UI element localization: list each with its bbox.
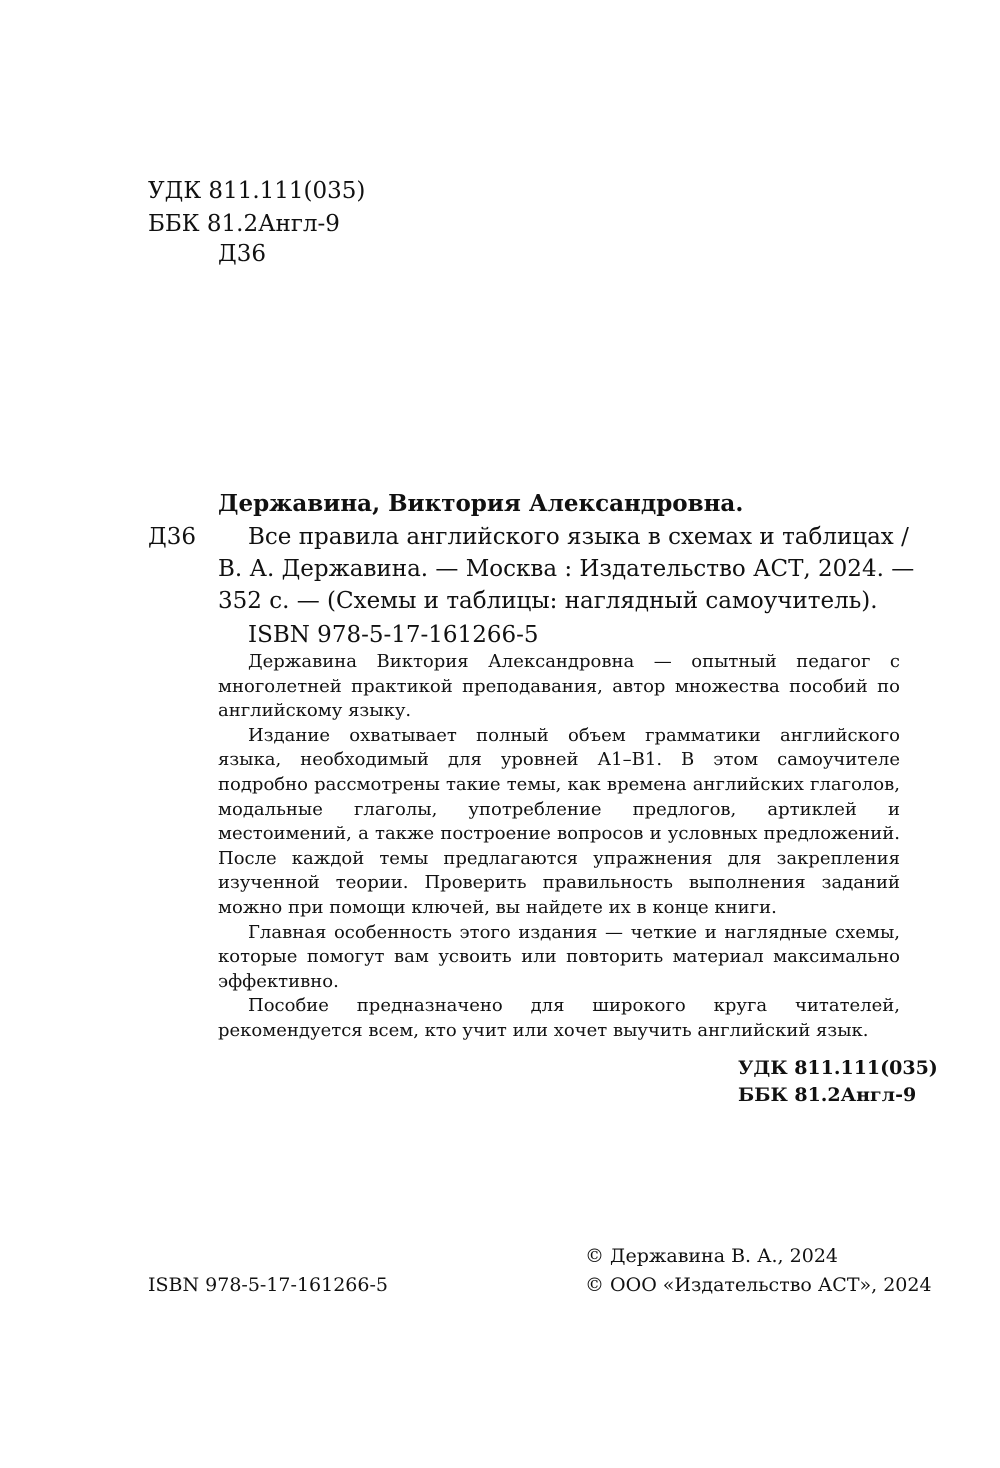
copyright-author: © Державина В. А., 2024: [585, 1245, 838, 1267]
bbk-code-top: ББК 81.2Англ-9: [148, 211, 340, 237]
annotation-paragraph: Главная особенность этого издания — четкие и наглядные схемы, которые помогут вам усвоить или повторить материал максимально эффективно.: [218, 921, 900, 992]
annotation-paragraph: Державина Виктория Александровна — опытный педагог с многолетней практикой преподавания, автор множества пособий по английскому языку.: [218, 651, 900, 722]
bibliographic-line: Все правила английского языка в схемах и таблицах /: [248, 524, 909, 550]
bibliographic-line: 352 с. — (Схемы и таблицы: наглядный самоучитель).: [218, 588, 878, 614]
udk-code-top: УДК 811.111(035): [148, 178, 366, 204]
copyright-publisher: © ООО «Издательство АСТ», 2024: [585, 1274, 932, 1296]
bibliographic-line: В. А. Державина. — Москва : Издательство АСТ, 2024. —: [218, 556, 915, 582]
author-mark-top: Д36: [218, 241, 266, 267]
annotation-paragraph: Пособие предназначено для широкого круга читателей, рекомендуется всем, кто учит или хочет выучить английский язык.: [218, 995, 900, 1041]
annotation: [218, 650, 900, 1044]
isbn-footer: ISBN 978-5-17-161266-5: [148, 1274, 388, 1296]
author-mark-left: Д36: [148, 524, 196, 550]
author-heading: Державина, Виктория Александровна.: [218, 490, 744, 517]
udk-code-bottom: УДК 811.111(035): [738, 1057, 938, 1079]
bbk-code-bottom: ББК 81.2Англ-9: [738, 1084, 917, 1106]
annotation-paragraph: Издание охватывает полный объем грамматики английского языка, необходимый для уровней А1–В1. В этом самоучителе подробно рассмотрены такие темы, как времена английских глаголов, модальные глаголы, употребление предлогов, артиклей и местоимений, а также построение вопросов и условных предложений. После каждой темы предлагаются упражнения для закрепления изученной теории. Проверить правильность выполнения заданий можно при помощи ключей, вы найдете их в конце книги.: [218, 724, 900, 918]
isbn-main: ISBN 978-5-17-161266-5: [248, 622, 539, 648]
